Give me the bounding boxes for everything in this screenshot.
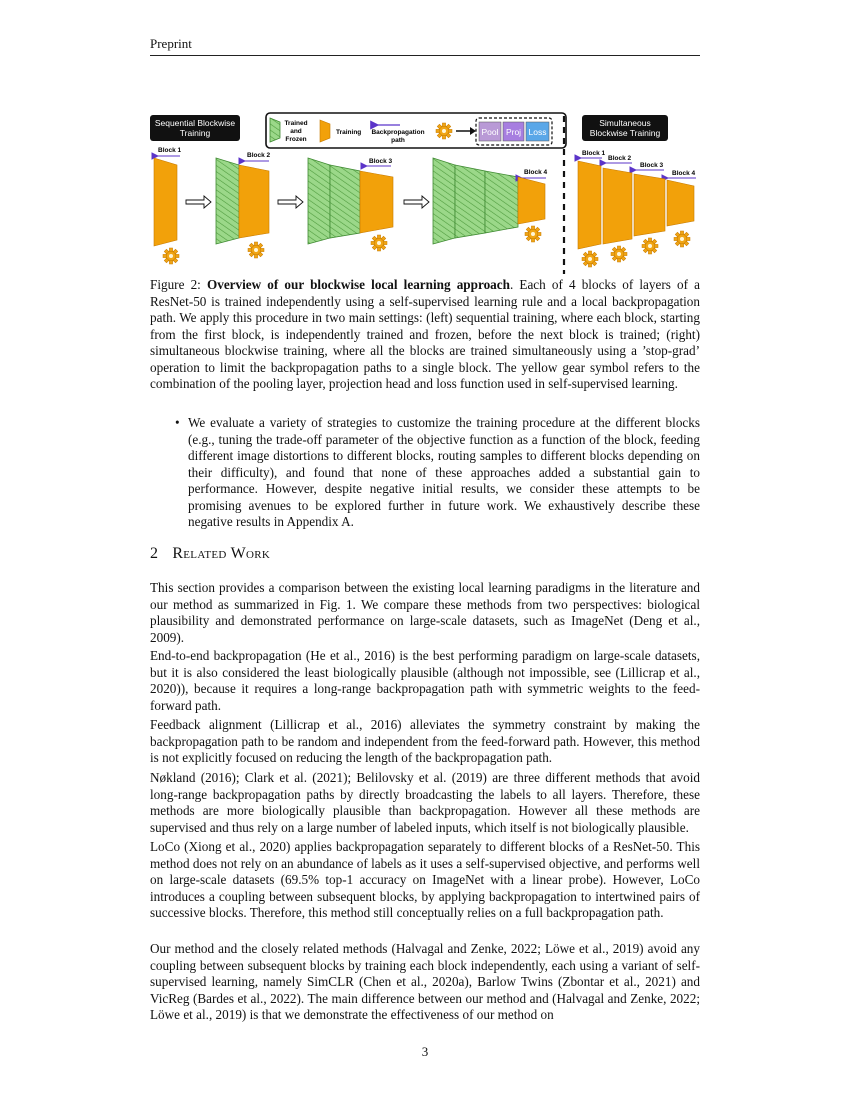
simultaneous-panel: [578, 115, 696, 267]
legend-trained-line2: and: [290, 128, 302, 135]
legend-trained-line1: Trained: [284, 120, 308, 127]
sequential-stage-2: [216, 152, 303, 258]
seq-s3-block-1: [308, 158, 330, 244]
seq-s4-block-4: [518, 177, 545, 224]
legend-backprop-line2: path: [391, 137, 405, 144]
paragraph: This section provides a comparison between the existing local learning paradigms in the literature and our method as summarized in Fig. 1. We compare these methods from two perspectives: biological plausibility and demonstrated performance on large-scale datasets, such as ImageNet (Deng et al., 2009).: [150, 580, 700, 645]
seq-block-2-label: Block 2: [247, 152, 271, 159]
stage-arrow-icon: [278, 196, 303, 208]
legend-trained-line3: Frozen: [285, 136, 307, 143]
legend-trained-frozen-swatch: [270, 118, 280, 142]
seq-s4-block-1: [433, 158, 455, 244]
seq-s4-block-3: [485, 171, 518, 233]
legend-loss-label: Loss: [528, 127, 547, 137]
simultaneous-label-line2: Blockwise Training: [589, 128, 661, 138]
running-title: Preprint: [150, 36, 192, 51]
seq-s3-block-3: [360, 171, 393, 233]
figure-caption: [150, 277, 700, 393]
stage-arrow-icon: [404, 196, 429, 208]
sequential-label-line2: Training: [179, 128, 211, 138]
gear-icon: [611, 246, 627, 262]
seq-block-4-label: Block 4: [524, 169, 548, 176]
running-header: [150, 36, 700, 56]
legend-pool-label: Pool: [481, 127, 499, 137]
paragraph: LoCo (Xiong et al., 2020) applies backpropagation separately to different blocks of a ResNet-50. This method does not rely on an abundance of labels as it uses a self-supervised objective, and performs well on large-scale datasets (69.5% top-1 accuracy on ImageNet with a linear probe). However, LoCo introduces a coupling between subsequent blocks, by applying backpropagation to intertwined pairs of successive blocks. Therefore, this method still conceptually relies on a full backpropagation path.: [150, 839, 700, 920]
legend-gear-icon: [436, 123, 452, 139]
section-title: Related Work: [172, 545, 271, 562]
section-heading: [150, 545, 270, 563]
seq-block-3-label: Block 3: [369, 158, 393, 165]
gear-icon: [371, 235, 387, 251]
figure-diagram: [148, 112, 704, 278]
seq-s3-block-2: [330, 165, 360, 238]
legend-proj-label: Proj: [505, 127, 522, 137]
gear-icon: [248, 242, 264, 258]
seq-s2-block-2: [239, 165, 269, 238]
caption-bold-title: Overview of our blockwise local learning approach: [206, 277, 510, 292]
gear-icon: [525, 226, 541, 242]
sequential-stage-3: [308, 158, 429, 251]
simultaneous-label-line1: Simultaneous: [599, 118, 651, 128]
sim-block-4-label: Block 4: [672, 170, 696, 177]
gear-icon: [674, 231, 690, 247]
sim-block-3-label: Block 3: [640, 162, 664, 169]
sim-block-4: [667, 180, 694, 226]
sequential-stage-1: [154, 147, 211, 264]
stage-arrow-icon: [186, 196, 211, 208]
legend: [266, 113, 566, 148]
seq-block-1-label: Block 1: [158, 147, 182, 154]
seq-s4-block-2: [455, 165, 485, 238]
legend-backprop-line1: Backpropagation: [371, 129, 425, 136]
paragraph: Nøkland (2016); Clark et al. (2021); Belilovsky et al. (2019) are three different methods that avoid long-range backpropagation paths by directly broadcasting the labels to all layers. Therefore, these methods are more biologically plausible than backpropagation. However all these methods are supervised and thus rely on a large number of labeled inputs, which itself is not biologically plausible.: [150, 770, 700, 835]
section-number: 2: [150, 545, 159, 562]
seq-s1-block-1: [154, 158, 177, 246]
caption-text: . Each of 4 blocks of layers of a ResNet-50 is trained independently using a self-supervised learning rule and a local backpropagation path. We apply this procedure in two main settings: (left) sequential training, where each block, starting from the first block, is independently trained and frozen, before the next block is trained; (right) simultaneous blockwise training, where all the blocks are trained simultaneously using a ’stop-grad’ operation to limit the backpropagation paths to a single block. The yellow gear symbol refers to the combination of the pooling layer, projection head and loss function used in self-supervised learning.: [150, 277, 700, 391]
sim-block-2-label: Block 2: [608, 155, 632, 162]
caption-prefix: Figure 2:: [150, 277, 207, 292]
figure-2: [148, 112, 704, 278]
sequential-label-box: [150, 115, 240, 141]
paragraph: Our method and the closely related methods (Halvagal and Zenke, 2022; Löwe et al., 2019) avoid any coupling between subsequent blocks by training each block independently, each using a variant of self-supervised learning, namely SimCLR (Chen et al., 2020a), Barlow Twins (Zbontar et al., 2021) and VicReg (Bardes et al., 2022). The main difference between our method and (Halvagal and Zenke, 2022; Löwe et al., 2019) is that we demonstrate the effectiveness of our method on: [150, 941, 700, 1022]
bullet-item: [175, 415, 700, 531]
gear-icon: [582, 251, 598, 267]
gear-icon: [163, 248, 179, 264]
page-number: 3: [421, 1044, 429, 1059]
sim-block-3: [634, 174, 665, 236]
sequential-label-line1: Sequential Blockwise: [154, 118, 236, 128]
seq-s2-block-1: [216, 158, 239, 244]
bullet-symbol: •: [175, 415, 180, 430]
legend-training-label: Training: [336, 129, 362, 136]
paragraph: Feedback alignment (Lillicrap et al., 2016) alleviates the symmetry constraint by making the backpropagation path to be random and independent from the feed-forward path. However, this method is not explicitly focused on reducing the length of the backpropagation path.: [150, 717, 700, 765]
sequential-stage-4: [433, 158, 548, 244]
sim-block-1: [578, 161, 601, 249]
bullet-text: We evaluate a variety of strategies to customize the training procedure at the different blocks (e.g., tuning the trade-off parameter of the objective function as a function of the block, feeding different image distortions to different blocks, routing samples to different blocks depending on their difficulty), and found that none of these approaches added a substantial gain to performance. However, despite negative initial results, we consider these attempts to be promising avenues to be explored further in future work. We exhaustively describe these negative results in Appendix A.: [188, 415, 700, 529]
sim-block-1-label: Block 1: [582, 150, 606, 157]
sim-block-2: [603, 168, 632, 244]
gear-icon: [642, 238, 658, 254]
legend-training-swatch: [320, 120, 330, 142]
paragraph: End-to-end backpropagation (He et al., 2016) is the best performing paradigm on large-scale datasets, but it is also considered the least biologically plausible (although not impossible, see (Lillicrap et al., 2020)), because it requires a long-range backpropagation path with symmetric weights to the feed-forward path.: [150, 648, 700, 713]
